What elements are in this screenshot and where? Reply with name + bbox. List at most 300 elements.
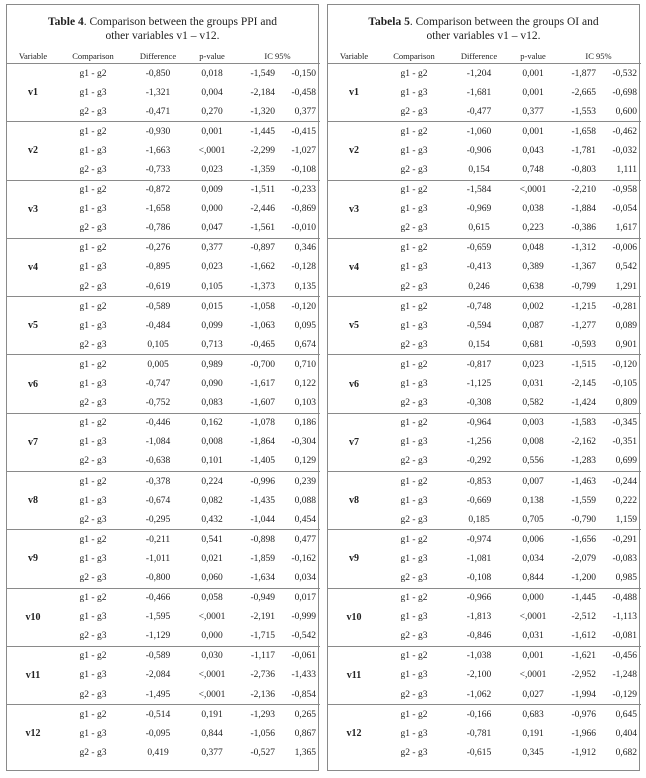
ic-upper-cell: 0,034 <box>294 572 316 583</box>
variable-cell: v3 <box>7 180 59 238</box>
ic-lower-cell: -1,877 <box>571 68 596 79</box>
difference-cell: 0,105 <box>147 339 169 350</box>
ic-upper-cell: -1,433 <box>291 670 316 681</box>
difference-cell: -1,256 <box>466 437 492 448</box>
variable-cell: v2 <box>7 122 59 180</box>
p-value-cell: 0,683 <box>510 705 556 725</box>
difference-cell: -0,589 <box>127 646 189 666</box>
ic-lower-cell: -1,662 <box>250 262 275 273</box>
comparison-cell: g1 - g3 <box>79 379 107 390</box>
ic-upper-cell: -0,281 <box>600 297 641 317</box>
ic-upper-cell: 0,265 <box>279 705 320 725</box>
ic-upper-cell: -0,120 <box>600 355 641 375</box>
p-value-cell: 0,023 <box>510 355 556 375</box>
difference-cell: -0,659 <box>448 238 510 258</box>
p-value-cell: <,0001 <box>198 689 226 700</box>
ic-upper-cell: 0,682 <box>615 747 637 758</box>
ic-upper-cell: -0,304 <box>291 437 316 448</box>
difference-cell: -0,969 <box>466 204 492 215</box>
comparison-cell: g2 - g3 <box>79 514 107 525</box>
difference-cell: -1,038 <box>448 646 510 666</box>
comparison-cell: g1 - g3 <box>400 262 428 273</box>
ic-lower-cell: -1,859 <box>250 553 275 564</box>
table-row <box>328 588 641 608</box>
comparison-cell: g1 - g3 <box>400 495 428 506</box>
ic-upper-cell: -0,061 <box>279 646 320 666</box>
comparison-cell: g2 - g3 <box>79 747 107 758</box>
difference-cell: -1,060 <box>448 122 510 142</box>
ic-lower-cell: -2,145 <box>571 379 596 390</box>
difference-cell: 0,154 <box>468 339 490 350</box>
variable-cell: v12 <box>7 705 59 763</box>
ic-upper-cell: 0,867 <box>294 728 316 739</box>
ic-upper-cell: 0,186 <box>279 413 320 433</box>
comparison-cell: g1 - g3 <box>400 728 428 739</box>
comparison-cell: g1 - g2 <box>380 122 448 142</box>
ic-lower-cell: -1,884 <box>571 204 596 215</box>
header-ic95: IC 95% <box>235 48 320 64</box>
p-value-cell: 0,191 <box>522 728 544 739</box>
ic-upper-cell: 0,542 <box>615 262 637 273</box>
difference-cell: -1,658 <box>145 204 171 215</box>
ic-lower-cell: -1,634 <box>250 572 275 583</box>
comparison-cell: g1 - g2 <box>380 238 448 258</box>
ic-lower-cell: -1,293 <box>235 705 279 725</box>
variable-cell: v7 <box>7 413 59 471</box>
ic-lower-cell: -0,949 <box>235 588 279 608</box>
comparison-cell: g1 - g2 <box>59 705 127 725</box>
ic-upper-cell: -0,108 <box>291 165 316 176</box>
difference-cell: -0,638 <box>145 456 171 467</box>
ic-lower-cell: -2,446 <box>250 204 275 215</box>
difference-cell: -1,584 <box>448 180 510 200</box>
ic-lower-cell: -1,445 <box>235 122 279 142</box>
p-value-cell: 0,556 <box>522 456 544 467</box>
comparison-cell: g1 - g2 <box>380 180 448 200</box>
difference-cell: -1,125 <box>466 379 492 390</box>
ic-lower-cell: -1,215 <box>556 297 600 317</box>
ic-upper-cell: -0,291 <box>600 530 641 550</box>
variable-cell: v10 <box>328 588 380 646</box>
variable-cell: v7 <box>328 413 380 471</box>
ic-lower-cell: -1,617 <box>250 379 275 390</box>
difference-cell: -0,413 <box>466 262 492 273</box>
difference-cell: -0,295 <box>145 514 171 525</box>
ic-upper-cell: 0,239 <box>279 471 320 491</box>
difference-cell: -0,748 <box>448 297 510 317</box>
ic-upper-cell: -0,162 <box>291 553 316 564</box>
table-row <box>328 238 641 258</box>
p-value-cell: 0,681 <box>522 339 544 350</box>
table-body <box>328 64 641 763</box>
ic-lower-cell: -1,445 <box>556 588 600 608</box>
variable-cell: v2 <box>328 122 380 180</box>
difference-cell: -0,966 <box>448 588 510 608</box>
ic-upper-cell: -0,128 <box>291 262 316 273</box>
comparison-cell: g1 - g2 <box>59 238 127 258</box>
comparison-cell: g1 - g3 <box>79 728 107 739</box>
comparison-cell: g1 - g2 <box>59 297 127 317</box>
p-value-cell: <,0001 <box>198 612 226 623</box>
ic-upper-cell: -0,542 <box>291 631 316 642</box>
difference-cell: -0,781 <box>466 728 492 739</box>
ic-upper-cell: -0,458 <box>291 87 316 98</box>
p-value-cell: 0,101 <box>201 456 223 467</box>
p-value-cell: 0,027 <box>522 689 544 700</box>
ic-upper-cell: -0,129 <box>612 689 637 700</box>
variable-cell: v11 <box>328 646 380 704</box>
comparison-cell: g1 - g2 <box>380 355 448 375</box>
table-caption-line2: other variables v1 – v12. <box>426 30 541 42</box>
p-value-cell: 0,090 <box>201 379 223 390</box>
ic-lower-cell: -2,952 <box>571 670 596 681</box>
ic-lower-cell: -1,063 <box>250 320 275 331</box>
difference-cell: 0,005 <box>127 355 189 375</box>
ic-upper-cell: -0,083 <box>612 553 637 564</box>
p-value-cell: 0,031 <box>522 379 544 390</box>
ic-upper-cell: 0,645 <box>600 705 641 725</box>
comparison-cell: g1 - g3 <box>400 670 428 681</box>
ic-lower-cell: -1,312 <box>556 238 600 258</box>
difference-cell: -0,786 <box>145 223 171 234</box>
ic-lower-cell: -0,976 <box>556 705 600 725</box>
ic-lower-cell: -1,424 <box>571 398 596 409</box>
p-value-cell: 0,043 <box>522 145 544 156</box>
ic-upper-cell: -0,415 <box>279 122 320 142</box>
difference-cell: -0,378 <box>127 471 189 491</box>
ic-upper-cell: 1,617 <box>615 223 637 234</box>
comparison-cell: g1 - g3 <box>79 145 107 156</box>
difference-cell: -1,663 <box>145 145 171 156</box>
comparison-cell: g1 - g2 <box>380 588 448 608</box>
ic-upper-cell: -0,958 <box>600 180 641 200</box>
ic-lower-cell: -1,781 <box>571 145 596 156</box>
p-value-cell: 0,002 <box>510 297 556 317</box>
table-row <box>328 530 641 550</box>
comparison-cell: g2 - g3 <box>79 339 107 350</box>
variable-cell: v11 <box>7 646 59 704</box>
comparison-table <box>328 48 641 762</box>
comparison-cell: g1 - g2 <box>380 413 448 433</box>
variable-cell: v3 <box>328 180 380 238</box>
table-row <box>7 297 320 317</box>
ic-upper-cell: -0,698 <box>612 87 637 98</box>
variable-cell: v1 <box>28 87 38 99</box>
p-value-cell: 0,748 <box>522 165 544 176</box>
p-value-cell: 0,001 <box>510 122 556 142</box>
table-number: Tabela 5 <box>368 16 410 28</box>
p-value-cell: 0,223 <box>522 223 544 234</box>
table-row <box>7 471 320 491</box>
ic-upper-cell: 0,346 <box>279 238 320 258</box>
comparison-cell: g2 - g3 <box>400 689 428 700</box>
difference-cell: 0,246 <box>468 281 490 292</box>
ic-upper-cell: -0,456 <box>600 646 641 666</box>
p-value-cell: 0,191 <box>189 705 235 725</box>
comparison-cell: g1 - g2 <box>380 297 448 317</box>
comparison-cell: g2 - g3 <box>79 398 107 409</box>
difference-cell: -0,471 <box>145 106 171 117</box>
table-5-panel <box>327 4 640 771</box>
comparison-cell: g2 - g3 <box>400 514 428 525</box>
difference-cell: -0,211 <box>127 530 189 550</box>
p-value-cell: 0,058 <box>189 588 235 608</box>
ic-lower-cell: -1,912 <box>571 747 596 758</box>
comparison-cell: g1 - g2 <box>59 180 127 200</box>
difference-cell: -0,615 <box>466 747 492 758</box>
difference-cell: -0,108 <box>466 572 492 583</box>
difference-cell: 0,615 <box>468 223 490 234</box>
p-value-cell: 0,000 <box>201 631 223 642</box>
ic-upper-cell: -0,244 <box>600 471 641 491</box>
p-value-cell: 0,705 <box>522 514 544 525</box>
comparison-cell: g2 - g3 <box>79 456 107 467</box>
p-value-cell: 0,000 <box>201 204 223 215</box>
p-value-cell: 0,377 <box>522 106 544 117</box>
ic-upper-cell: -1,113 <box>612 612 637 623</box>
p-value-cell: 0,008 <box>201 437 223 448</box>
ic-upper-cell: -0,150 <box>291 68 316 79</box>
comparison-cell: g1 - g2 <box>59 355 127 375</box>
p-value-cell: 0,582 <box>522 398 544 409</box>
ic-upper-cell: 0,103 <box>294 398 316 409</box>
comparison-cell: g2 - g3 <box>79 223 107 234</box>
ic-upper-cell: -0,006 <box>600 238 641 258</box>
comparison-cell: g1 - g3 <box>400 553 428 564</box>
difference-cell: -0,674 <box>145 495 171 506</box>
comparison-cell: g1 - g2 <box>59 530 127 550</box>
table-row <box>328 413 641 433</box>
p-value-cell: 0,031 <box>522 631 544 642</box>
difference-cell: -0,800 <box>145 572 171 583</box>
header-p-value: p-value <box>510 48 556 64</box>
ic-lower-cell: -2,210 <box>556 180 600 200</box>
ic-lower-cell: -2,184 <box>250 87 275 98</box>
p-value-cell: 0,844 <box>201 728 223 739</box>
ic-upper-cell: 0,404 <box>615 728 637 739</box>
ic-lower-cell: -1,559 <box>571 495 596 506</box>
comparison-cell: g1 - g3 <box>400 379 428 390</box>
p-value-cell: 0,541 <box>189 530 235 550</box>
comparison-cell: g1 - g3 <box>400 145 428 156</box>
ic-upper-cell: -0,488 <box>600 588 641 608</box>
ic-lower-cell: -1,607 <box>250 398 275 409</box>
p-value-cell: 0,000 <box>510 588 556 608</box>
ic-lower-cell: -2,191 <box>250 612 275 623</box>
ic-lower-cell: -1,553 <box>571 106 596 117</box>
comparison-cell: g1 - g2 <box>59 122 127 142</box>
ic-lower-cell: -1,117 <box>235 646 279 666</box>
comparison-cell: g1 - g2 <box>59 471 127 491</box>
comparison-cell: g2 - g3 <box>400 281 428 292</box>
p-value-cell: 0,345 <box>522 747 544 758</box>
p-value-cell: 0,006 <box>510 530 556 550</box>
ic-lower-cell: -1,277 <box>571 320 596 331</box>
p-value-cell: 0,007 <box>510 471 556 491</box>
table-row <box>328 180 641 200</box>
table-row <box>7 413 320 433</box>
ic-upper-cell: -1,027 <box>291 145 316 156</box>
comparison-cell: g2 - g3 <box>79 689 107 700</box>
comparison-cell: g1 - g3 <box>79 612 107 623</box>
difference-cell: -0,853 <box>448 471 510 491</box>
comparison-cell: g2 - g3 <box>400 165 428 176</box>
table-row <box>7 180 320 200</box>
ic-upper-cell: -0,054 <box>612 204 637 215</box>
difference-cell: -0,752 <box>145 398 171 409</box>
p-value-cell: 0,001 <box>522 68 544 79</box>
ic-lower-cell: -1,058 <box>235 297 279 317</box>
comparison-cell: g2 - g3 <box>400 631 428 642</box>
difference-cell: -1,129 <box>145 631 171 642</box>
p-value-cell: 0,001 <box>189 122 235 142</box>
ic-upper-cell: 0,222 <box>615 495 637 506</box>
header-p-value: p-value <box>189 48 235 64</box>
ic-lower-cell: -1,078 <box>235 413 279 433</box>
ic-lower-cell: -1,549 <box>250 68 275 79</box>
p-value-cell: 0,432 <box>201 514 223 525</box>
comparison-cell: g2 - g3 <box>400 747 428 758</box>
ic-upper-cell: 0,477 <box>279 530 320 550</box>
difference-cell: -0,466 <box>127 588 189 608</box>
ic-upper-cell: -0,032 <box>612 145 637 156</box>
comparison-cell: g1 - g3 <box>400 320 428 331</box>
ic-upper-cell: 0,901 <box>615 339 637 350</box>
ic-lower-cell: -0,700 <box>235 355 279 375</box>
header-ic95: IC 95% <box>556 48 641 64</box>
ic-upper-cell: -1,248 <box>612 670 637 681</box>
difference-cell: -1,681 <box>466 87 492 98</box>
header-variable: Variable <box>328 48 380 64</box>
p-value-cell: 0,023 <box>201 262 223 273</box>
difference-cell: -0,276 <box>127 238 189 258</box>
comparison-cell: g2 - g3 <box>79 572 107 583</box>
ic-lower-cell: -0,790 <box>571 514 596 525</box>
comparison-cell: g1 - g2 <box>380 705 448 725</box>
ic-lower-cell: -1,405 <box>250 456 275 467</box>
ic-lower-cell: -1,200 <box>571 572 596 583</box>
p-value-cell: 0,015 <box>189 297 235 317</box>
difference-cell: -1,813 <box>466 612 492 623</box>
comparison-cell: g2 - g3 <box>79 281 107 292</box>
comparison-cell: g2 - g3 <box>79 165 107 176</box>
ic-lower-cell: -2,299 <box>250 145 275 156</box>
ic-upper-cell: -0,462 <box>600 122 641 142</box>
variable-cell: v9 <box>7 530 59 588</box>
difference-cell: -0,850 <box>145 68 171 79</box>
p-value-cell: 0,021 <box>201 553 223 564</box>
variable-cell: v5 <box>328 297 380 355</box>
ic-lower-cell: -1,864 <box>250 437 275 448</box>
ic-upper-cell: 0,809 <box>615 398 637 409</box>
p-value-cell: <,0001 <box>519 670 547 681</box>
ic-upper-cell: -0,233 <box>279 180 320 200</box>
difference-cell: 0,154 <box>468 165 490 176</box>
table-row <box>328 297 641 317</box>
comparison-table <box>7 48 320 762</box>
ic-lower-cell: -1,583 <box>556 413 600 433</box>
difference-cell: -0,930 <box>127 122 189 142</box>
table-row <box>7 122 320 142</box>
table-title <box>328 5 639 48</box>
table-row <box>7 705 320 725</box>
comparison-cell: g2 - g3 <box>400 106 428 117</box>
variable-cell: v8 <box>328 471 380 529</box>
p-value-cell: 0,038 <box>522 204 544 215</box>
ic-lower-cell: -0,593 <box>571 339 596 350</box>
ic-lower-cell: -1,283 <box>571 456 596 467</box>
table-row <box>7 355 320 375</box>
p-value-cell: 0,377 <box>201 747 223 758</box>
ic-upper-cell: 0,985 <box>615 572 637 583</box>
table-caption: . Comparison between the groups PPI and <box>83 16 277 28</box>
p-value-cell: 0,389 <box>522 262 544 273</box>
ic-upper-cell: 0,710 <box>279 355 320 375</box>
p-value-cell: 0,003 <box>510 413 556 433</box>
ic-lower-cell: -0,799 <box>571 281 596 292</box>
comparison-cell: g2 - g3 <box>400 223 428 234</box>
p-value-cell: 0,048 <box>510 238 556 258</box>
variable-cell: v5 <box>7 297 59 355</box>
ic-upper-cell: -0,869 <box>291 204 316 215</box>
header-difference: Difference <box>127 48 189 64</box>
ic-lower-cell: -1,656 <box>556 530 600 550</box>
table-row <box>328 355 641 375</box>
p-value-cell: 0,083 <box>201 398 223 409</box>
difference-cell: -1,084 <box>145 437 171 448</box>
ic-upper-cell: -0,081 <box>612 631 637 642</box>
table-row <box>328 646 641 666</box>
difference-cell: -1,495 <box>145 689 171 700</box>
comparison-cell: g1 - g3 <box>79 437 107 448</box>
difference-cell: -0,484 <box>145 320 171 331</box>
p-value-cell: 0,138 <box>522 495 544 506</box>
table-title <box>7 5 318 48</box>
difference-cell: -1,081 <box>466 553 492 564</box>
comparison-cell: g1 - g3 <box>79 262 107 273</box>
difference-cell: -0,446 <box>127 413 189 433</box>
comparison-cell: g1 - g3 <box>400 204 428 215</box>
ic-lower-cell: -1,056 <box>250 728 275 739</box>
table-row <box>7 238 320 258</box>
p-value-cell: 0,270 <box>201 106 223 117</box>
ic-upper-cell: 0,088 <box>294 495 316 506</box>
ic-lower-cell: -0,897 <box>235 238 279 258</box>
p-value-cell: 0,023 <box>201 165 223 176</box>
difference-cell: -0,514 <box>127 705 189 725</box>
ic-lower-cell: -1,511 <box>235 180 279 200</box>
comparison-cell: g2 - g3 <box>400 572 428 583</box>
difference-cell: -0,895 <box>145 262 171 273</box>
ic-upper-cell: 1,291 <box>615 281 637 292</box>
header-difference: Difference <box>448 48 510 64</box>
difference-cell: -0,166 <box>448 705 510 725</box>
ic-upper-cell: -0,351 <box>612 437 637 448</box>
ic-lower-cell: -1,994 <box>571 689 596 700</box>
variable-cell: v6 <box>7 355 59 413</box>
ic-lower-cell: -2,736 <box>250 670 275 681</box>
comparison-cell: g1 - g3 <box>79 670 107 681</box>
table-row <box>328 122 641 142</box>
ic-upper-cell: 1,111 <box>616 165 637 176</box>
ic-lower-cell: -1,463 <box>556 471 600 491</box>
comparison-cell: g2 - g3 <box>79 631 107 642</box>
comparison-cell: g1 - g3 <box>79 553 107 564</box>
ic-upper-cell: -0,854 <box>291 689 316 700</box>
comparison-cell: g1 - g2 <box>59 413 127 433</box>
comparison-cell: g2 - g3 <box>400 339 428 350</box>
p-value-cell: 0,989 <box>189 355 235 375</box>
